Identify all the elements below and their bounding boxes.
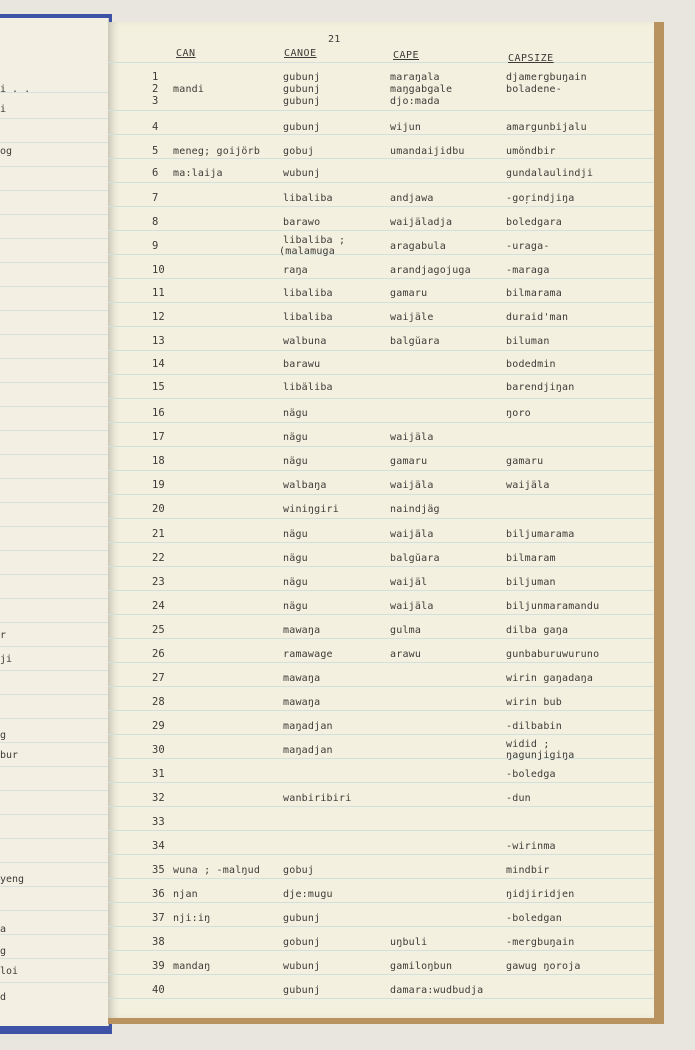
ruled-line	[108, 662, 654, 663]
cape-cell: gulma	[390, 625, 422, 636]
ruled-line	[108, 182, 654, 183]
capsize-cell: -dun	[506, 793, 531, 804]
cape-cell: andjawa	[390, 193, 434, 204]
left-ruled-line	[0, 502, 108, 503]
canoe-cell: gobuj	[283, 146, 315, 157]
capsize-cell: gundalaulindji	[506, 168, 594, 179]
canoe-cell: wanbiribiri	[283, 793, 352, 804]
ruled-line	[108, 374, 654, 375]
capsize-cell: -maraga	[506, 265, 550, 276]
left-ruled-line	[0, 118, 108, 119]
left-ruled-line	[0, 598, 108, 599]
capsize-cell: -boledga	[506, 769, 556, 780]
ruled-line	[108, 830, 654, 831]
row-number: 35	[152, 864, 165, 876]
canoe-cell: libäliba	[283, 382, 333, 393]
cape-cell: uŋbuli	[390, 937, 428, 948]
capsize-cell: barendjiŋan	[506, 382, 575, 393]
canoe-cell: nägu	[283, 408, 308, 419]
row-number: 6	[152, 167, 159, 179]
cape-cell: waijäle	[390, 312, 434, 323]
row-number: 32	[152, 792, 165, 804]
row-number: 17	[152, 431, 165, 443]
ruled-line	[108, 62, 654, 63]
row-number: 38	[152, 936, 165, 948]
canoe-cell: barawu	[283, 359, 321, 370]
row-number: 31	[152, 768, 165, 780]
capsize-cell: -wirinma	[506, 841, 556, 852]
left-ruled-line	[0, 646, 108, 647]
canoe-cell: maŋadjan	[283, 721, 333, 732]
row-number: 15	[152, 381, 165, 393]
canoe-cell: gubunj	[283, 913, 321, 924]
left-ruled-line	[0, 262, 108, 263]
left-page	[0, 18, 109, 1026]
left-page-fragment: og	[0, 146, 13, 157]
capsize-cell: -boledgan	[506, 913, 562, 924]
ruled-line	[108, 686, 654, 687]
can-cell: mandaŋ	[173, 961, 211, 972]
ruled-line	[108, 350, 654, 351]
capsize-cell: waijäla	[506, 480, 550, 491]
cape-cell: waijäl	[390, 577, 428, 588]
left-ruled-line	[0, 838, 108, 839]
cape-cell: waijäladja	[390, 217, 453, 228]
row-number: 28	[152, 696, 165, 708]
row-number: 7	[152, 192, 159, 204]
canoe-cell: libaliba	[283, 288, 333, 299]
cape-cell: waijäla	[390, 601, 434, 612]
left-ruled-line	[0, 550, 108, 551]
canoe-cell: mawaŋa	[283, 625, 321, 636]
ruled-line	[108, 998, 654, 999]
capsize-cell: -dilbabin	[506, 721, 562, 732]
ruled-line	[108, 974, 654, 975]
left-ruled-line	[0, 190, 108, 191]
left-ruled-line	[0, 862, 108, 863]
cape-cell: aragabula	[390, 241, 446, 252]
left-page-fragment: g	[0, 730, 7, 741]
row-number: 10	[152, 264, 165, 276]
row-number: 36	[152, 888, 165, 900]
canoe-cell: gubunj	[283, 122, 321, 133]
capsize-cell: wirin gaŋadaŋa	[506, 673, 594, 684]
row-number: 12	[152, 311, 165, 323]
left-ruled-line	[0, 238, 108, 239]
header-capsize: CAPSIZE	[508, 53, 554, 64]
canoe-cell: mawaŋa	[283, 673, 321, 684]
canoe-cell: wubunj	[283, 168, 321, 179]
left-page-fragment: r	[0, 630, 7, 641]
row-number: 22	[152, 552, 165, 564]
header-canoe: CANOE	[284, 48, 317, 59]
ruled-line	[108, 518, 654, 519]
capsize-cell: wirin bub	[506, 697, 562, 708]
header-cape: CAPE	[393, 50, 420, 61]
row-number: 13	[152, 335, 165, 347]
row-number: 21	[152, 528, 165, 540]
cape-cell: djo:mada	[390, 96, 440, 107]
row-number: 39	[152, 960, 165, 972]
left-page-fragment: bur	[0, 750, 19, 761]
row-number: 20	[152, 503, 165, 515]
left-ruled-line	[0, 814, 108, 815]
row-number: 16	[152, 407, 165, 419]
ruled-line	[108, 254, 654, 255]
left-ruled-line	[0, 694, 108, 695]
capsize-cell: -uraga-	[506, 241, 550, 252]
left-page-fragment: loi	[0, 966, 19, 977]
capsize-cell-second-line: ŋagunjigiŋa	[506, 750, 575, 761]
capsize-cell: boledgara	[506, 217, 562, 228]
capsize-cell: gawug ŋoroja	[506, 961, 581, 972]
cape-cell: gamaru	[390, 456, 428, 467]
ruled-line	[108, 326, 654, 327]
capsize-cell: ŋoro	[506, 408, 531, 419]
cape-cell: balgŭara	[390, 336, 440, 347]
capsize-cell: dilba gaŋa	[506, 625, 569, 636]
can-cell: njan	[173, 889, 198, 900]
cape-cell: damara:wudbudja	[390, 985, 484, 996]
row-number: 23	[152, 576, 165, 588]
left-ruled-line	[0, 382, 108, 383]
canoe-cell: gubunj	[283, 96, 321, 107]
ruled-line	[108, 110, 654, 111]
canoe-cell: libaliba	[283, 193, 333, 204]
ruled-line	[108, 878, 654, 879]
capsize-cell: mindbir	[506, 865, 550, 876]
ruled-line	[108, 230, 654, 231]
canoe-cell: walbaŋa	[283, 480, 327, 491]
left-page-fragment: i . .	[0, 84, 31, 95]
row-number: 30	[152, 744, 165, 756]
can-cell: mandi	[173, 84, 205, 95]
left-page-fragment: a	[0, 924, 7, 935]
capsize-cell: biljunmaramandu	[506, 601, 600, 612]
row-number: 11	[152, 287, 165, 299]
ruled-line	[108, 590, 654, 591]
ruled-line	[108, 422, 654, 423]
capsize-cell: biljuman	[506, 577, 556, 588]
canoe-cell: nägu	[283, 577, 308, 588]
canoe-cell: barawo	[283, 217, 321, 228]
left-page-fragment: ji	[0, 654, 13, 665]
row-number: 34	[152, 840, 165, 852]
left-ruled-line	[0, 934, 108, 935]
ruled-line	[108, 206, 654, 207]
left-ruled-line	[0, 670, 108, 671]
ruled-line	[108, 734, 654, 735]
cape-cell: balgŭara	[390, 553, 440, 564]
cape-cell: maŋgabgale	[390, 84, 453, 95]
left-ruled-line	[0, 286, 108, 287]
left-ruled-line	[0, 766, 108, 767]
canoe-cell: walbuna	[283, 336, 327, 347]
ruled-line	[108, 854, 654, 855]
ruled-line	[108, 398, 654, 399]
row-number: 5	[152, 145, 159, 157]
row-number: 19	[152, 479, 165, 491]
row-number: 40	[152, 984, 165, 996]
ruled-line	[108, 902, 654, 903]
row-number: 8	[152, 216, 159, 228]
left-ruled-line	[0, 574, 108, 575]
left-ruled-line	[0, 982, 108, 983]
row-number: 25	[152, 624, 165, 636]
ruled-line	[108, 566, 654, 567]
cape-cell: naindjäg	[390, 504, 440, 515]
capsize-cell: umöndbir	[506, 146, 556, 157]
canoe-cell-second-line: (malamuga	[279, 246, 335, 257]
canoe-cell: raŋa	[283, 265, 308, 276]
canoe-cell: nägu	[283, 529, 308, 540]
row-number: 37	[152, 912, 165, 924]
can-cell: nji:iŋ	[173, 913, 211, 924]
left-page-fragment: i	[0, 104, 7, 115]
capsize-cell: boladene-	[506, 84, 562, 95]
ruled-line	[108, 926, 654, 927]
capsize-cell: ŋidjiridjen	[506, 889, 575, 900]
ruled-line	[108, 134, 654, 135]
row-number: 1	[152, 71, 159, 83]
row-number: 27	[152, 672, 165, 684]
left-ruled-line	[0, 790, 108, 791]
canoe-cell: gobuj	[283, 865, 315, 876]
left-ruled-line	[0, 430, 108, 431]
canoe-cell: libaliba ;	[283, 235, 346, 246]
left-ruled-line	[0, 478, 108, 479]
capsize-cell: -goŗindjiŋa	[506, 193, 575, 204]
can-cell: ma:laija	[173, 168, 223, 179]
left-ruled-line	[0, 166, 108, 167]
left-ruled-line	[0, 742, 108, 743]
canoe-cell: dje:mugu	[283, 889, 333, 900]
header-can: CAN	[176, 48, 196, 59]
cape-cell: arawu	[390, 649, 422, 660]
canoe-cell: gubunj	[283, 84, 321, 95]
left-ruled-line	[0, 622, 108, 623]
row-number: 18	[152, 455, 165, 467]
row-number: 29	[152, 720, 165, 732]
left-ruled-line	[0, 886, 108, 887]
capsize-cell: biljumarama	[506, 529, 575, 540]
capsize-cell: gamaru	[506, 456, 544, 467]
row-number: 3	[152, 95, 159, 107]
ruled-line	[108, 710, 654, 711]
capsize-cell: amargunbijalu	[506, 122, 587, 133]
capsize-cell: biluman	[506, 336, 550, 347]
ruled-line	[108, 470, 654, 471]
cape-cell: arandjagojuga	[390, 265, 471, 276]
ruled-line	[108, 158, 654, 159]
left-ruled-line	[0, 958, 108, 959]
cape-cell: wijun	[390, 122, 422, 133]
row-number: 26	[152, 648, 165, 660]
ruled-line	[108, 542, 654, 543]
cape-cell: waijäla	[390, 432, 434, 443]
canoe-cell: nägu	[283, 553, 308, 564]
left-ruled-line	[0, 526, 108, 527]
row-number: 33	[152, 816, 165, 828]
canoe-cell: gobunj	[283, 937, 321, 948]
row-number: 4	[152, 121, 159, 133]
capsize-cell: bilmaram	[506, 553, 556, 564]
canoe-cell: wubunj	[283, 961, 321, 972]
ruled-line	[108, 446, 654, 447]
capsize-cell: djamergbuŋain	[506, 72, 587, 83]
canoe-cell: ramawage	[283, 649, 333, 660]
capsize-cell: bilmarama	[506, 288, 562, 299]
can-cell: meneg; goijörb	[173, 146, 261, 157]
canoe-cell: libaliba	[283, 312, 333, 323]
capsize-cell: -mergbuŋain	[506, 937, 575, 948]
cape-cell: gamiloŋbun	[390, 961, 453, 972]
left-ruled-line	[0, 142, 108, 143]
cape-cell: gamaru	[390, 288, 428, 299]
canoe-cell: nägu	[283, 601, 308, 612]
ledger-page	[108, 22, 654, 1018]
cape-cell: waijäla	[390, 480, 434, 491]
cape-cell: umandaijidbu	[390, 146, 465, 157]
left-page-fragment: g	[0, 946, 7, 957]
canoe-cell: maŋadjan	[283, 745, 333, 756]
left-ruled-line	[0, 214, 108, 215]
can-cell: wuna ; -malŋud	[173, 865, 261, 876]
canoe-cell: winiŋgiri	[283, 504, 339, 515]
left-ruled-line	[0, 310, 108, 311]
cape-cell: waijäla	[390, 529, 434, 540]
ruled-line	[108, 302, 654, 303]
ruled-line	[108, 782, 654, 783]
ruled-line	[108, 638, 654, 639]
left-page-fragment: d	[0, 992, 7, 1003]
cape-cell: maraŋala	[390, 72, 440, 83]
ruled-line	[108, 494, 654, 495]
canoe-cell: mawaŋa	[283, 697, 321, 708]
left-ruled-line	[0, 358, 108, 359]
page-number: 21	[328, 34, 341, 45]
ruled-line	[108, 950, 654, 951]
ruled-line	[108, 614, 654, 615]
capsize-cell: duraid'man	[506, 312, 569, 323]
capsize-cell: bodedmin	[506, 359, 556, 370]
left-page-fragment: yeng	[0, 874, 25, 885]
row-number: 2	[152, 83, 159, 95]
left-ruled-line	[0, 718, 108, 719]
left-ruled-line	[0, 910, 108, 911]
ruled-line	[108, 278, 654, 279]
row-number: 14	[152, 358, 165, 370]
capsize-cell: gunbaburuwuruno	[506, 649, 600, 660]
capsize-cell: widid ;	[506, 739, 550, 750]
canoe-cell: gubunj	[283, 985, 321, 996]
canoe-cell: nägu	[283, 456, 308, 467]
left-ruled-line	[0, 406, 108, 407]
ruled-line	[108, 806, 654, 807]
left-ruled-line	[0, 334, 108, 335]
canoe-cell: gubunj	[283, 72, 321, 83]
row-number: 9	[152, 240, 159, 252]
left-ruled-line	[0, 454, 108, 455]
row-number: 24	[152, 600, 165, 612]
canoe-cell: nägu	[283, 432, 308, 443]
